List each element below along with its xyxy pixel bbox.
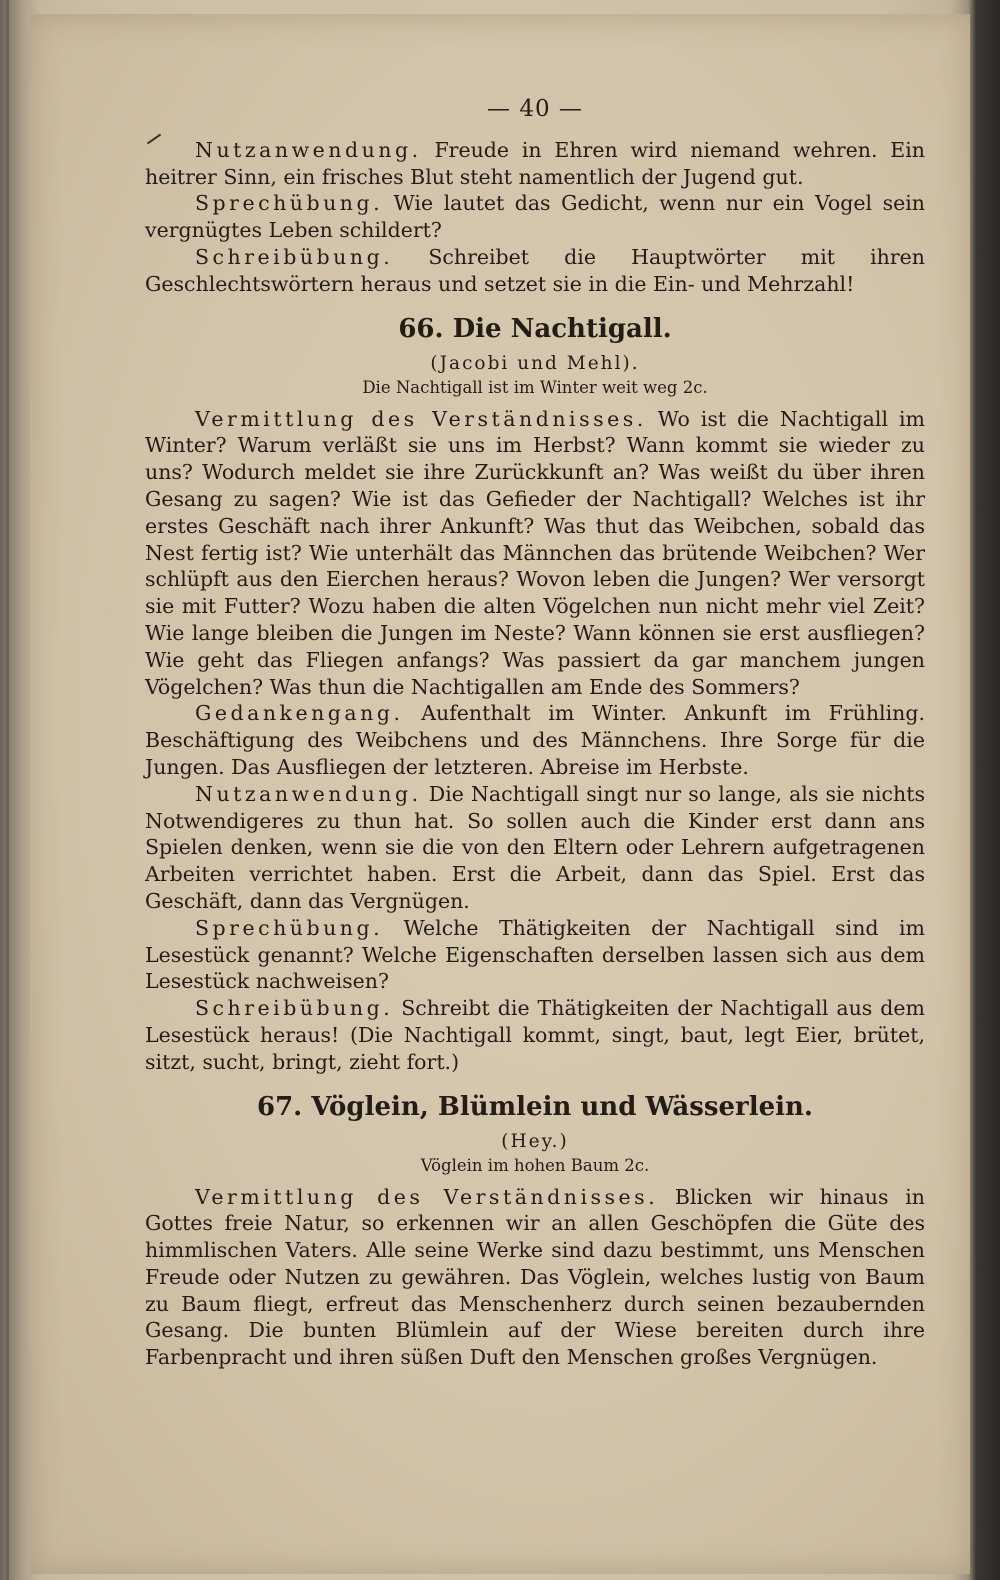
paragraph-text: Aufenthalt im Winter. Ankunft im Frühling. Beschäftigung des Weibchens und des Männchens. Ihre Sorge für die Jungen. Das Ausfliegen der letzteren. Abreise im Herbste. <box>145 701 925 779</box>
s66-paragraph-2 <box>145 700 925 780</box>
section-67-incipit: Vöglein im hohen Baum 2c. <box>420 1155 650 1175</box>
section-66-title: 66. Die Nachtigall. <box>398 313 672 344</box>
section-67-author: (Hey.) <box>501 1130 569 1152</box>
paragraph-text: Freude in Ehren wird niemand wehren. Ein heitrer Sinn, ein frisches Blut steht namentlich der Jugend gut. <box>145 137 925 189</box>
paragraph-label: Sprechübung. <box>195 191 384 216</box>
section-67-title: 67. Vöglein, Blümlein und Wässerlein. <box>256 1091 813 1122</box>
paragraph-text: Schreibt die Thätigkeiten der Nachtigall aus dem Lesestück heraus! (Die Nachtigall kommt, singt, baut, legt Eier, brütet, sitzt, sucht, bringt, zieht fort.) <box>145 996 925 1074</box>
book-spine-edge <box>6 0 9 1580</box>
s66-paragraph-3 <box>145 781 925 915</box>
paragraph-label: Nutzanwendung. <box>195 781 422 806</box>
paragraph-label: Vermittlung des Verständnisses. <box>195 1184 659 1209</box>
s66-paragraph-1 <box>145 406 925 701</box>
paragraph-label: Sprechübung. <box>195 915 384 940</box>
intro-paragraph-3 <box>145 244 925 298</box>
intro-paragraph-1 <box>145 137 925 191</box>
s66-paragraph-5 <box>145 995 925 1075</box>
paragraph-text: Blicken wir hinaus in Gottes freie Natur, so erkennen wir an allen Geschöpfen die Güte des himmlischen Vaters. Alle seine Werke sind dazu bestimmt, uns Menschen Freude oder Nutzen zu gewähren. Das Vöglein, welches lustig von Baum zu Baum fliegt, erfreut das Menschenherz durch seinen bezaubernden Gesang. Die bunten Blümlein auf der Wiese bereiten durch ihre Farbenpracht und ihren süßen Duft den Menschen großes Vergnügen. <box>145 1184 925 1370</box>
section-66-incipit: Die Nachtigall ist im Winter weit weg 2c. <box>362 377 708 397</box>
s66-paragraph-4 <box>145 915 925 995</box>
paragraph-text: Schreibet die Hauptwörter mit ihren Geschlechtswörtern heraus und setzet sie in die Ein- und Mehrzahl! <box>145 244 925 296</box>
paragraph-label: Schreibübung. <box>195 996 394 1021</box>
paragraph-text: Die Nachtigall singt nur so lange, als sie nichts Notwendigeres zu thun hat. So sollen auch die Kinder erst dann ans Spielen denken, wenn sie die von den Eltern oder Lehrern aufgetragenen Arbeiten verrichtet haben. Erst die Arbeit, dann das Spiel. Erst das Geschäft, dann das Vergnügen. <box>145 781 925 913</box>
paragraph-label: Nutzanwendung. <box>195 137 422 162</box>
paragraph-label: Gedankengang. <box>195 701 404 726</box>
paragraph-label: Schreibübung. <box>195 244 394 269</box>
intro-paragraph-2 <box>145 190 925 244</box>
paragraph-text: Welche Thätigkeiten der Nachtigall sind im Lesestück genannt? Welche Eigenschaften derselben lassen sich aus dem Lesestück nachweisen? <box>145 915 925 994</box>
paragraph-text: Wie lautet das Gedicht, wenn nur ein Vogel sein vergnügtes Leben schildert? <box>145 191 925 243</box>
paragraph-text: Wo ist die Nachtigall im Winter? Warum verläßt sie uns im Herbst? Wann kommt sie wieder zu uns? Wodurch meldet sie ihre Zurückkunft an? Was weißt du über ihren Gesang zu sagen? Wie ist das Gefieder der Nachtigall? Welches ist ihr erstes Geschäft nach ihrer Ankunft? Was thut das Weibchen, sobald das Nest fertig ist? Wie unterhält das Männchen das brütende Weibchen? Wer schlüpft aus den Eierchen heraus? Wovon leben die Jungen? Wer versorgt sie mit Futter? Wozu haben die alten Vögelchen nun nicht mehr viel Zeit? Wie lange bleiben die Jungen im Neste? Wann können sie erst ausfliegen? Wie geht das Fliegen anfangs? Was passiert da gar manchem jungen Vögelchen? Was thun die Nachtigallen am Ende des Sommers? <box>145 406 925 699</box>
s67-paragraph-1 <box>145 1184 925 1372</box>
page-content <box>145 96 925 1371</box>
page-number: — 40 — <box>487 96 583 122</box>
paragraph-label: Vermittlung des Verständnisses. <box>195 406 647 431</box>
section-66-author: (Jacobi und Mehl). <box>430 352 640 374</box>
